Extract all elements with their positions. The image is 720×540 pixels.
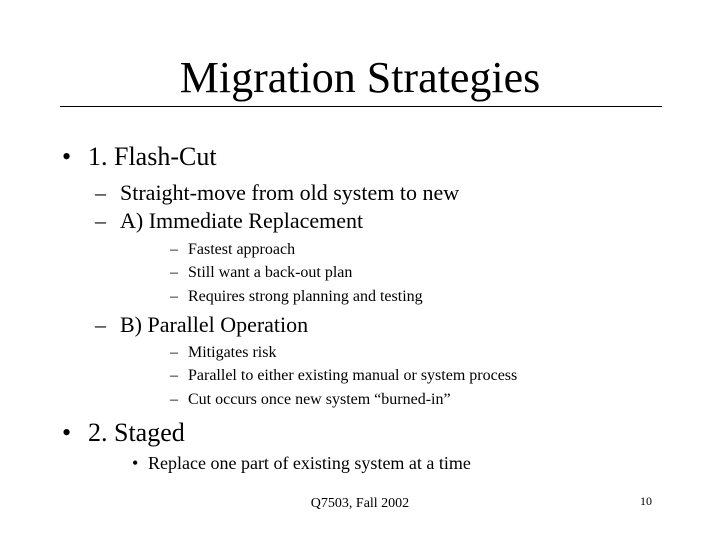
bullet-marker: • [132,453,139,473]
sub-item-text: Straight-move from old system to new [120,180,460,205]
dash-marker: – [95,208,106,233]
dash-marker: – [170,344,178,361]
sub-item [132,452,471,474]
detail-item-text: Cut occurs once new system “burned-in” [188,391,451,408]
detail-item [170,343,276,363]
sub-item [95,312,308,338]
detail-item [170,263,352,283]
detail-item-text: Mitigates risk [188,344,277,361]
detail-item-text: Still want a back-out plan [188,264,353,281]
slide-title: Migration Strategies [179,53,541,102]
sub-item-text: Replace one part of existing system at a time [148,453,471,473]
slide-footer: Q7503, Fall 2002 [310,496,410,511]
dash-marker: – [95,180,106,205]
bullet-marker: • [62,142,72,171]
bullet-text: 1. Flash-Cut [88,142,217,171]
dash-marker: – [170,241,178,258]
detail-item-text: Fastest approach [188,241,296,258]
dash-marker: – [170,367,178,384]
detail-item [170,287,423,307]
sub-item [95,180,459,206]
bullet-item [62,418,185,448]
sub-item [95,208,363,234]
bullet-text: 2. Staged [88,418,185,447]
detail-item-text: Parallel to either existing manual or system process [188,367,518,384]
bullet-item [62,142,217,172]
detail-item [170,240,295,260]
dash-marker: – [170,391,178,408]
dash-marker: – [95,312,106,337]
dash-marker: – [170,288,178,305]
sub-item-text: B) Parallel Operation [120,312,309,337]
bullet-marker: • [62,418,72,447]
dash-marker: – [170,264,178,281]
sub-item-text: A) Immediate Replacement [120,208,364,233]
title-divider [60,106,662,107]
detail-item [170,366,517,386]
detail-item-text: Requires strong planning and testing [188,288,423,305]
detail-item [170,390,451,410]
page-number: 10 [640,494,652,508]
